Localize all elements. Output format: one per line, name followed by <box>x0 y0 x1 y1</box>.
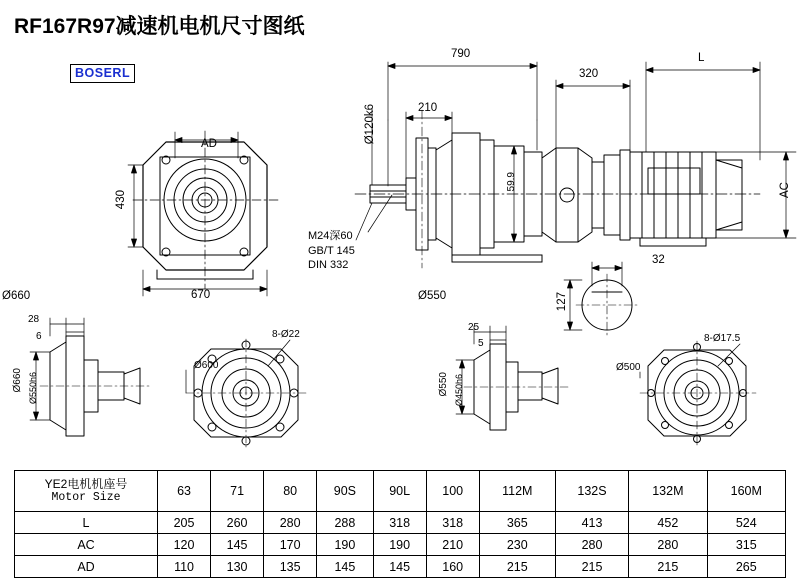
front-view-left <box>133 131 279 289</box>
cell-ac-160m: 315 <box>707 534 785 556</box>
table-col-63: 63 <box>158 471 211 512</box>
table-col-160m: 160M <box>707 471 785 512</box>
dim-label-600: Ø600 <box>194 360 219 371</box>
cell-ac-132m: 280 <box>629 534 707 556</box>
cell-ac-132s: 280 <box>555 534 628 556</box>
dim-label-AC: AC <box>779 182 791 198</box>
cell-ad-100: 160 <box>426 556 479 578</box>
cell-l-71: 260 <box>211 512 264 534</box>
dim-label-5: 5 <box>478 338 484 349</box>
row-label-l: L <box>15 512 158 534</box>
cell-ad-132s: 215 <box>555 556 628 578</box>
dim-label-550-top: Ø550 <box>418 290 447 302</box>
note-thread: M24深60 <box>308 230 353 242</box>
note-standard-gb: GB/T 145 <box>308 245 355 257</box>
section-view-660 <box>30 318 150 436</box>
cell-l-160m: 524 <box>707 512 785 534</box>
table-col-80: 80 <box>264 471 317 512</box>
dim-210 <box>406 112 452 178</box>
table-col-90l: 90L <box>373 471 426 512</box>
cell-ac-90s: 190 <box>317 534 373 556</box>
table-row <box>15 512 786 534</box>
table-col-132m: 132M <box>629 471 707 512</box>
leader-thread <box>368 195 392 232</box>
cell-l-132s: 413 <box>555 512 628 534</box>
row-label-ad: AD <box>15 556 158 578</box>
table-header-line1: YE2电机机座号 <box>44 477 128 491</box>
table-row <box>15 556 786 578</box>
cell-ac-90l: 190 <box>373 534 426 556</box>
flange-view-500 <box>640 341 756 445</box>
dim-label-holes-17-5: 8-Ø17.5 <box>704 333 741 344</box>
dim-label-25: 25 <box>468 322 480 333</box>
section-view-550 <box>456 326 570 430</box>
dim-L <box>646 62 760 160</box>
cell-ad-90s: 145 <box>317 556 373 578</box>
cell-ac-63: 120 <box>158 534 211 556</box>
dim-label-28: 28 <box>28 314 40 325</box>
dim-320 <box>556 80 630 152</box>
table-header-row <box>15 471 786 512</box>
dim-label-550-vert: Ø550 <box>438 372 449 397</box>
brand-logo: BOSERL <box>70 64 135 83</box>
cell-ad-112m: 215 <box>479 556 555 578</box>
main-assembly <box>355 110 760 268</box>
cell-ad-80: 135 <box>264 556 317 578</box>
dim-label-6: 6 <box>36 331 42 342</box>
cell-l-63: 205 <box>158 512 211 534</box>
cell-ac-71: 145 <box>211 534 264 556</box>
table-row <box>15 534 786 556</box>
dim-label-500: Ø500 <box>616 362 641 373</box>
dim-label-320: 320 <box>579 68 599 80</box>
table-header-label <box>15 471 158 512</box>
dim-label-660-vert: Ø660 <box>12 368 23 393</box>
cell-ad-63: 110 <box>158 556 211 578</box>
motor-size-table <box>14 470 786 578</box>
row-label-ac: AC <box>15 534 158 556</box>
table-col-100: 100 <box>426 471 479 512</box>
dim-label-holes-22: 8-Ø22 <box>272 329 300 340</box>
page-title: RF167R97减速机电机尺寸图纸 <box>14 15 305 38</box>
key-section-view <box>564 262 638 336</box>
dim-label-120k6: Ø120k6 <box>364 104 376 145</box>
table-col-112m: 112M <box>479 471 555 512</box>
cell-ac-80: 170 <box>264 534 317 556</box>
dim-label-550h6: Ø550h6 <box>28 372 38 405</box>
cell-l-112m: 365 <box>479 512 555 534</box>
cell-ac-112m: 230 <box>479 534 555 556</box>
cell-ac-100: 210 <box>426 534 479 556</box>
dim-label-660-top: Ø660 <box>2 290 31 302</box>
dim-label-59-9: 59.9 <box>506 172 517 192</box>
table-col-71: 71 <box>211 471 264 512</box>
cell-l-100: 318 <box>426 512 479 534</box>
cell-l-80: 280 <box>264 512 317 534</box>
dim-430 <box>128 165 143 247</box>
dim-label-127: 127 <box>556 292 568 312</box>
cell-l-90s: 288 <box>317 512 373 534</box>
cell-ad-71: 130 <box>211 556 264 578</box>
table-header-line2: Motor Size <box>51 491 121 504</box>
dim-59-9 <box>508 146 520 242</box>
cell-l-132m: 452 <box>629 512 707 534</box>
cell-ad-90l: 145 <box>373 556 426 578</box>
flange-view-600 <box>186 339 306 447</box>
table-col-90s: 90S <box>317 471 373 512</box>
note-standard-din: DIN 332 <box>308 259 349 271</box>
dim-label-450h6: Ø450h6 <box>454 374 464 407</box>
dim-label-210: 210 <box>418 102 438 114</box>
dim-label-790: 790 <box>451 48 471 60</box>
dim-790 <box>388 62 537 186</box>
dim-label-670: 670 <box>191 289 211 301</box>
dim-label-32: 32 <box>652 254 665 266</box>
cell-ad-160m: 265 <box>707 556 785 578</box>
cell-ad-132m: 215 <box>629 556 707 578</box>
dim-label-430: 430 <box>115 190 127 210</box>
dim-label-L: L <box>698 52 705 64</box>
table-col-132s: 132S <box>555 471 628 512</box>
dim-label-ad: AD <box>201 138 217 150</box>
cell-l-90l: 318 <box>373 512 426 534</box>
